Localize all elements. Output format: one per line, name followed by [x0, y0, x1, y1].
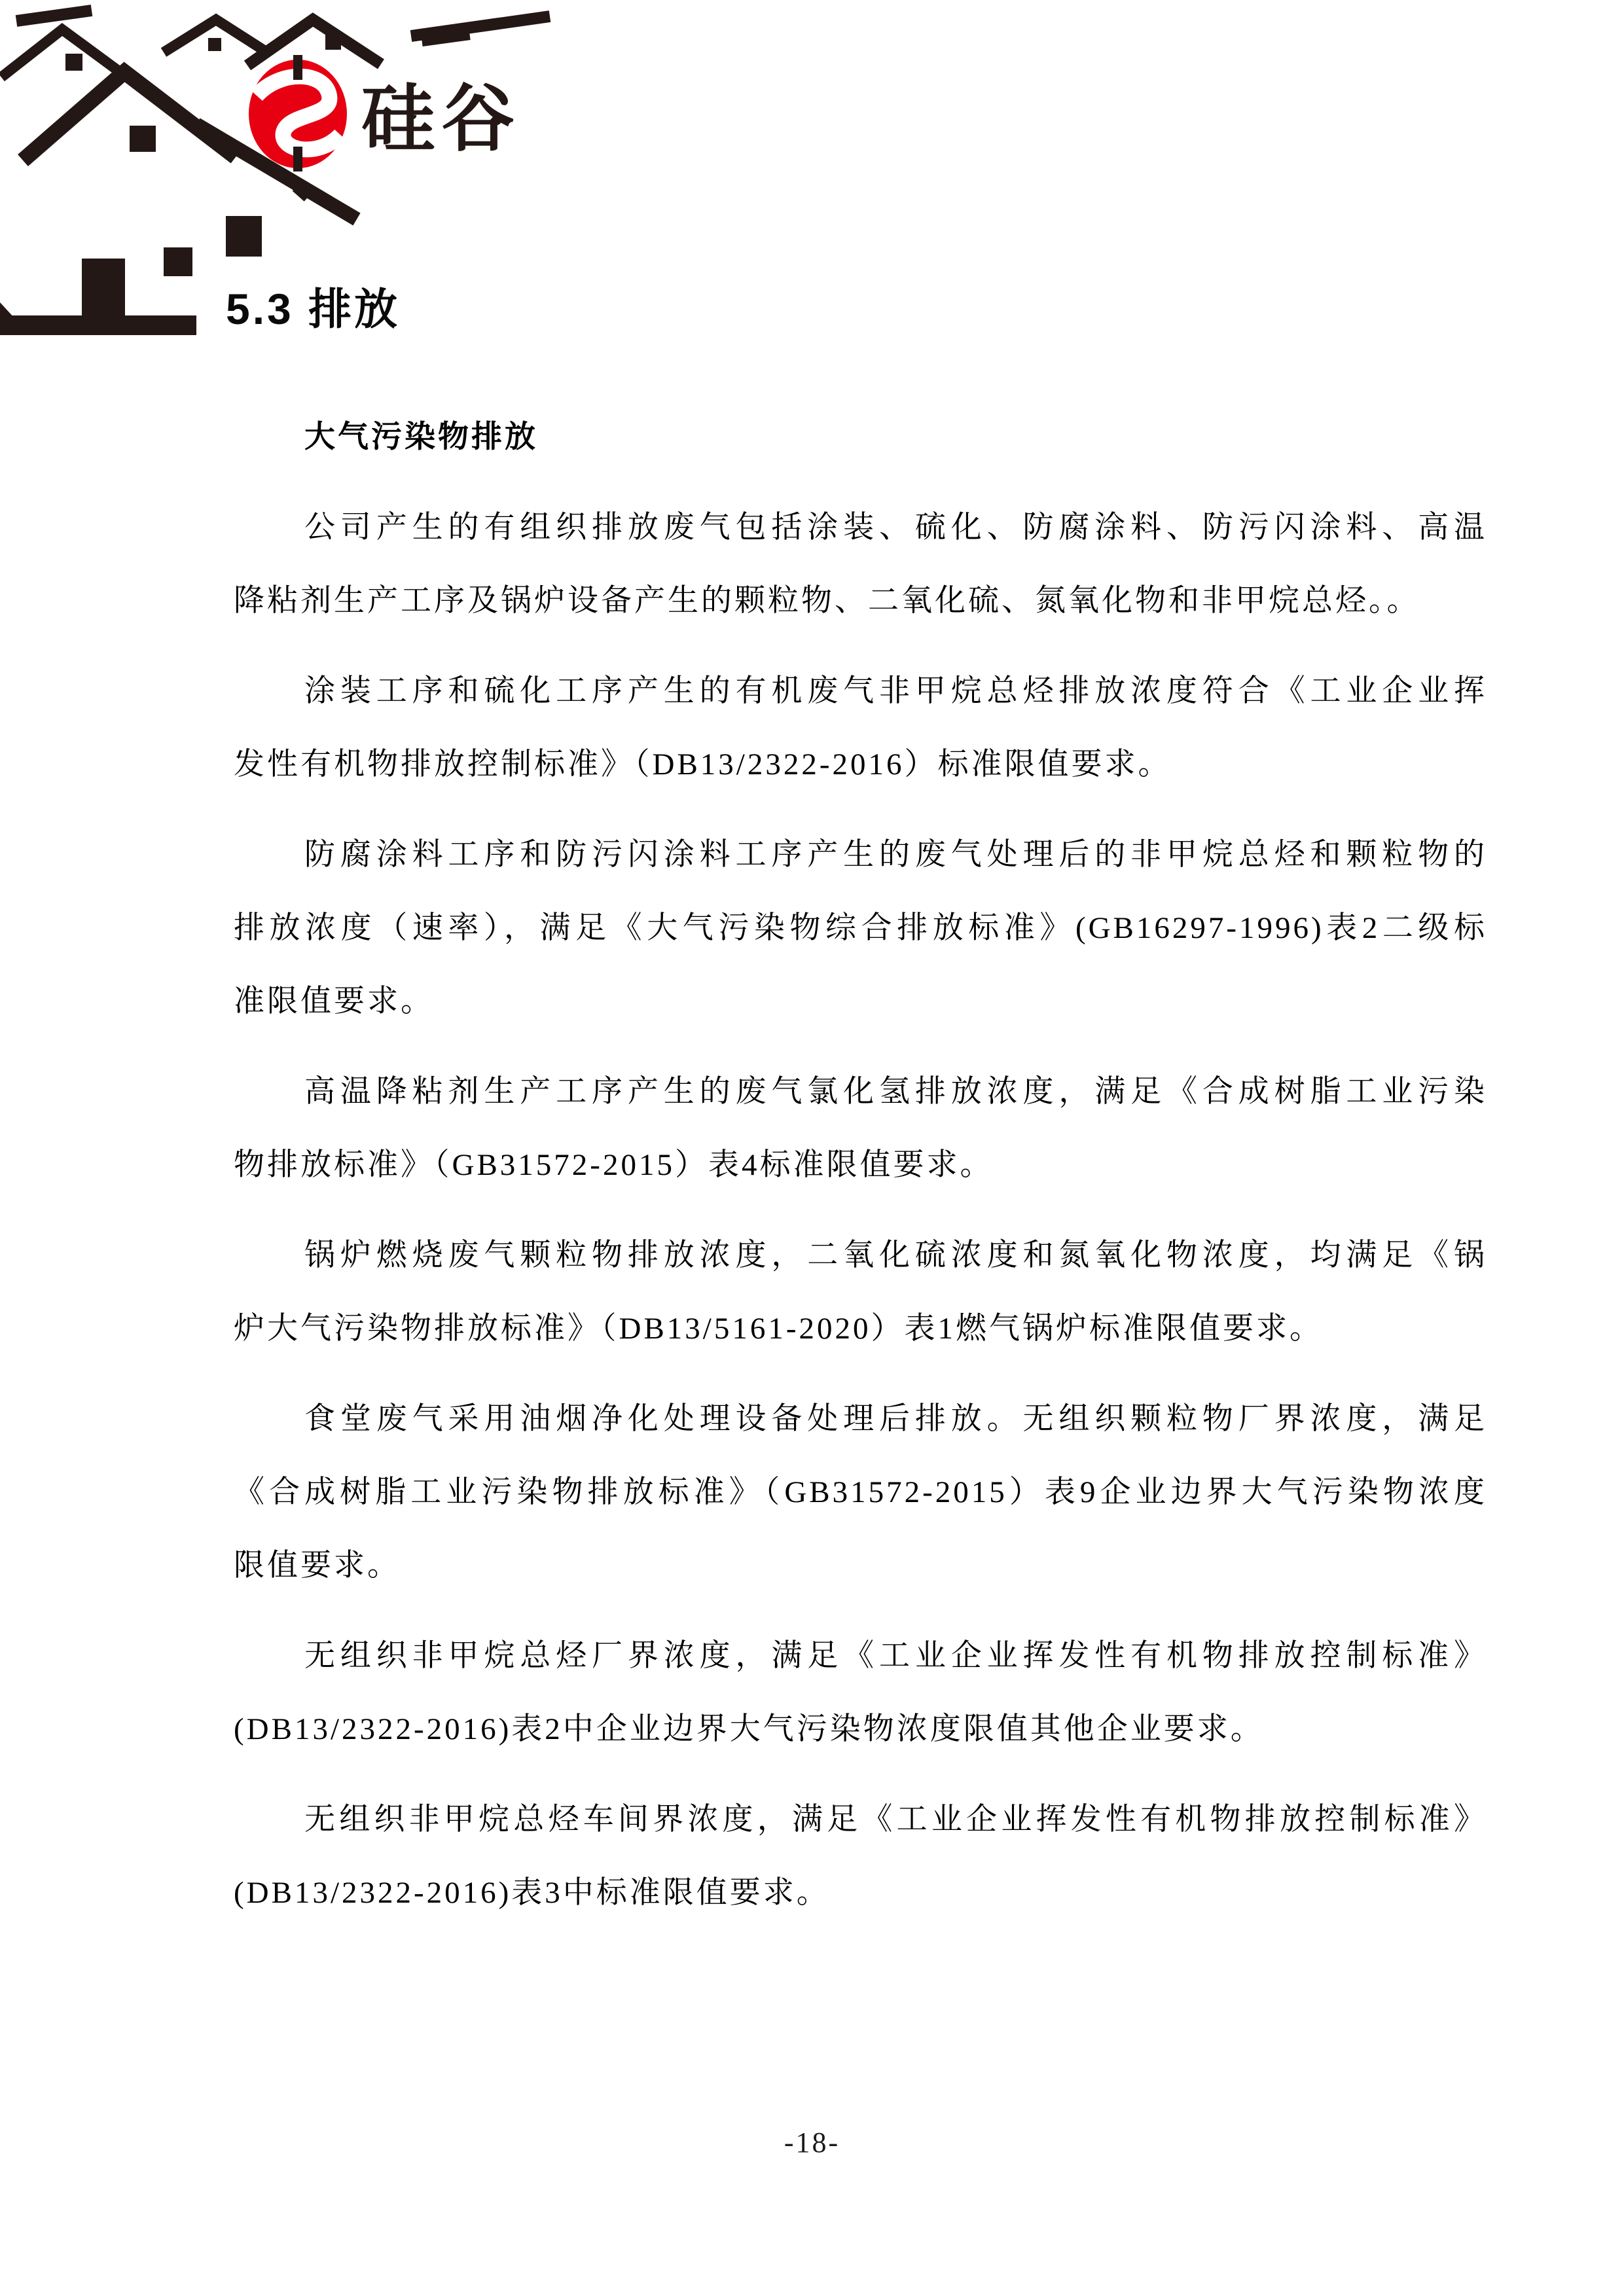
body-line: 发性有机物排放控制标准》（DB13/2322-2016）标准限值要求。: [234, 747, 1172, 781]
body-line: 物排放标准》（GB31572-2015）表4标准限值要求。: [234, 1148, 994, 1182]
body-content: [234, 401, 1487, 1929]
body-line: (DB13/2322-2016)表3中标准限值要求。: [234, 1876, 830, 1910]
paragraph: [234, 1219, 1487, 1365]
paragraph: [234, 1783, 1487, 1929]
body-line: 《合成树脂工业污染物排放标准》（GB31572-2015）表9企业边界大气污染物浓度: [234, 1475, 1487, 1509]
brand-text: 硅谷: [361, 78, 521, 160]
body-line: 限值要求。: [234, 1549, 401, 1583]
body-line: 公司产生的有组织排放废气包括涂装、硫化、防腐涂料、防污闪涂料、高温: [304, 511, 1487, 545]
paragraph: [234, 1382, 1487, 1602]
paragraph: [234, 818, 1487, 1038]
body-line: 排放浓度（速率），满足《大气污染物综合排放标准》(GB16297-1996)表2二级标: [234, 911, 1487, 945]
body-line: 锅炉燃烧废气颗粒物排放浓度，二氧化硫浓度和氮氧化物浓度，均满足《锅: [304, 1238, 1487, 1272]
body-line: 降粘剂生产工序及锅炉设备产生的颗粒物、二氧化硫、氮氧化物和非甲烷总烃。。: [234, 584, 1420, 618]
s-emblem-icon: [249, 55, 347, 171]
body-line: 无组织非甲烷总烃车间界浓度，满足《工业企业挥发性有机物排放控制标准》: [304, 1803, 1487, 1837]
paragraph: [234, 1055, 1487, 1202]
page-number: -18-: [784, 2126, 840, 2159]
body-line: (DB13/2322-2016)表2中企业边界大气污染物浓度限值其他企业要求。: [234, 1712, 1264, 1746]
body-line: 无组织非甲烷总烃厂界浓度，满足《工业企业挥发性有机物排放控制标准》: [304, 1639, 1487, 1673]
section-heading: 5.3 排放: [226, 285, 401, 333]
body-line: 准限值要求。: [234, 984, 434, 1018]
body-line: 食堂废气采用油烟净化处理设备处理后排放。无组织颗粒物厂界浓度，满足: [304, 1402, 1487, 1436]
paragraph: [234, 1619, 1487, 1766]
body-line: 高温降粘剂生产工序产生的废气氯化氢排放浓度，满足《合成树脂工业污染: [304, 1075, 1487, 1109]
body-line: 涂装工序和硫化工序产生的有机废气非甲烷总烃排放浓度符合《工业企业挥: [304, 674, 1487, 708]
paragraph: [234, 491, 1487, 637]
body-line: 防腐涂料工序和防污闪涂料工序产生的废气处理后的非甲烷总烃和颗粒物的: [304, 838, 1487, 872]
section-subheading: 大气污染物排放: [304, 420, 538, 454]
body-line: 炉大气污染物排放标准》（DB13/5161-2020）表1燃气锅炉标准限值要求。: [234, 1312, 1323, 1346]
paragraph: [234, 655, 1487, 801]
